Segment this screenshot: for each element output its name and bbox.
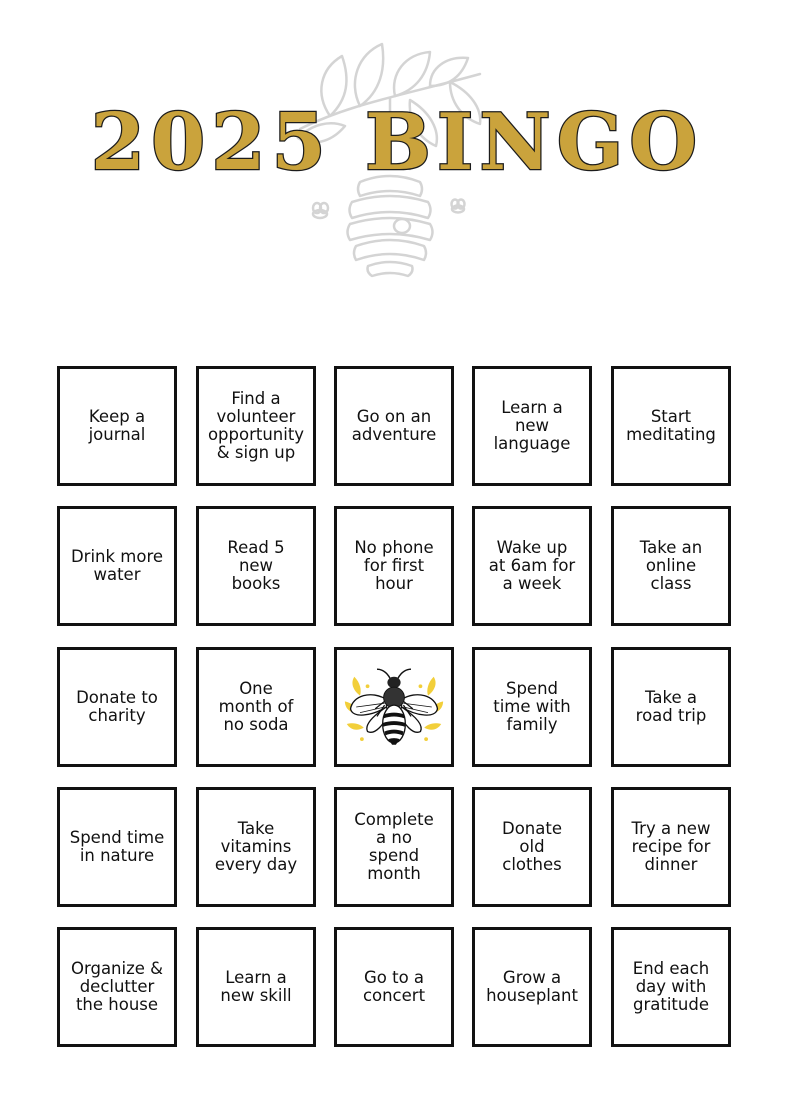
bingo-cell-label: Find a volunteer opportunity & sign up <box>207 389 305 462</box>
bingo-cell[interactable] <box>472 366 592 486</box>
bingo-cell[interactable] <box>611 927 731 1047</box>
bingo-cell-label: Complete a no spend month <box>354 810 434 883</box>
bingo-cell-label: Organize & declutter the house <box>70 959 164 1014</box>
bingo-cell[interactable] <box>611 647 731 767</box>
bingo-cell[interactable] <box>196 647 316 767</box>
bingo-cell[interactable] <box>196 506 316 626</box>
bingo-cell[interactable] <box>196 366 316 486</box>
bingo-cell-label: Grow a houseplant <box>486 968 578 1005</box>
bingo-cell-label: Spend time with family <box>493 679 571 734</box>
bingo-cell-label: Donate old clothes <box>502 819 562 874</box>
bingo-cell[interactable] <box>334 927 454 1047</box>
bingo-cell-label: Wake up at 6am for a week <box>488 538 576 593</box>
bingo-cell[interactable] <box>472 927 592 1047</box>
bingo-cell-label: Take a road trip <box>635 688 707 725</box>
bingo-cell-label: Start meditating <box>626 407 716 444</box>
bingo-cell[interactable] <box>196 927 316 1047</box>
bingo-cell[interactable] <box>57 787 177 907</box>
bingo-cell-label: Take vitamins every day <box>214 819 298 874</box>
bingo-cell-label: Read 5 new books <box>227 538 285 593</box>
bingo-cell[interactable] <box>57 647 177 767</box>
bingo-cell[interactable] <box>334 506 454 626</box>
bingo-cell-label: Learn a new skill <box>220 968 292 1005</box>
bingo-cell-label: One month of no soda <box>218 679 294 734</box>
bingo-cell-label: Spend time in nature <box>69 828 165 865</box>
bingo-cell-label: Drink more water <box>70 547 164 584</box>
bee-icon <box>343 659 445 755</box>
bingo-cell[interactable] <box>472 647 592 767</box>
bingo-cell-label: Take an online class <box>639 538 703 593</box>
bingo-cell[interactable] <box>611 366 731 486</box>
bingo-cell-label: Donate to charity <box>76 688 158 725</box>
bingo-cell[interactable] <box>196 787 316 907</box>
bingo-cell[interactable] <box>611 506 731 626</box>
bingo-cell-label: Go on an adventure <box>351 407 437 444</box>
bingo-cell[interactable] <box>334 787 454 907</box>
bingo-cell[interactable] <box>57 927 177 1047</box>
bingo-cell[interactable] <box>472 506 592 626</box>
bingo-cell-label: Go to a concert <box>362 968 426 1005</box>
bingo-cell[interactable] <box>57 506 177 626</box>
page-title: 2025 BINGO <box>90 97 704 188</box>
bingo-cell[interactable] <box>472 787 592 907</box>
bingo-cell-label: Learn a new language <box>493 398 571 453</box>
bingo-cell[interactable] <box>334 366 454 486</box>
bingo-cell[interactable] <box>57 366 177 486</box>
bingo-cell-label: Try a new recipe for dinner <box>631 819 711 874</box>
bingo-cell-label: End each day with gratitude <box>632 959 710 1014</box>
bingo-cell-label: Keep a journal <box>88 407 146 444</box>
bingo-cell[interactable] <box>611 787 731 907</box>
free-space-cell[interactable] <box>334 647 454 767</box>
bingo-cell-label: No phone for first hour <box>354 538 434 593</box>
